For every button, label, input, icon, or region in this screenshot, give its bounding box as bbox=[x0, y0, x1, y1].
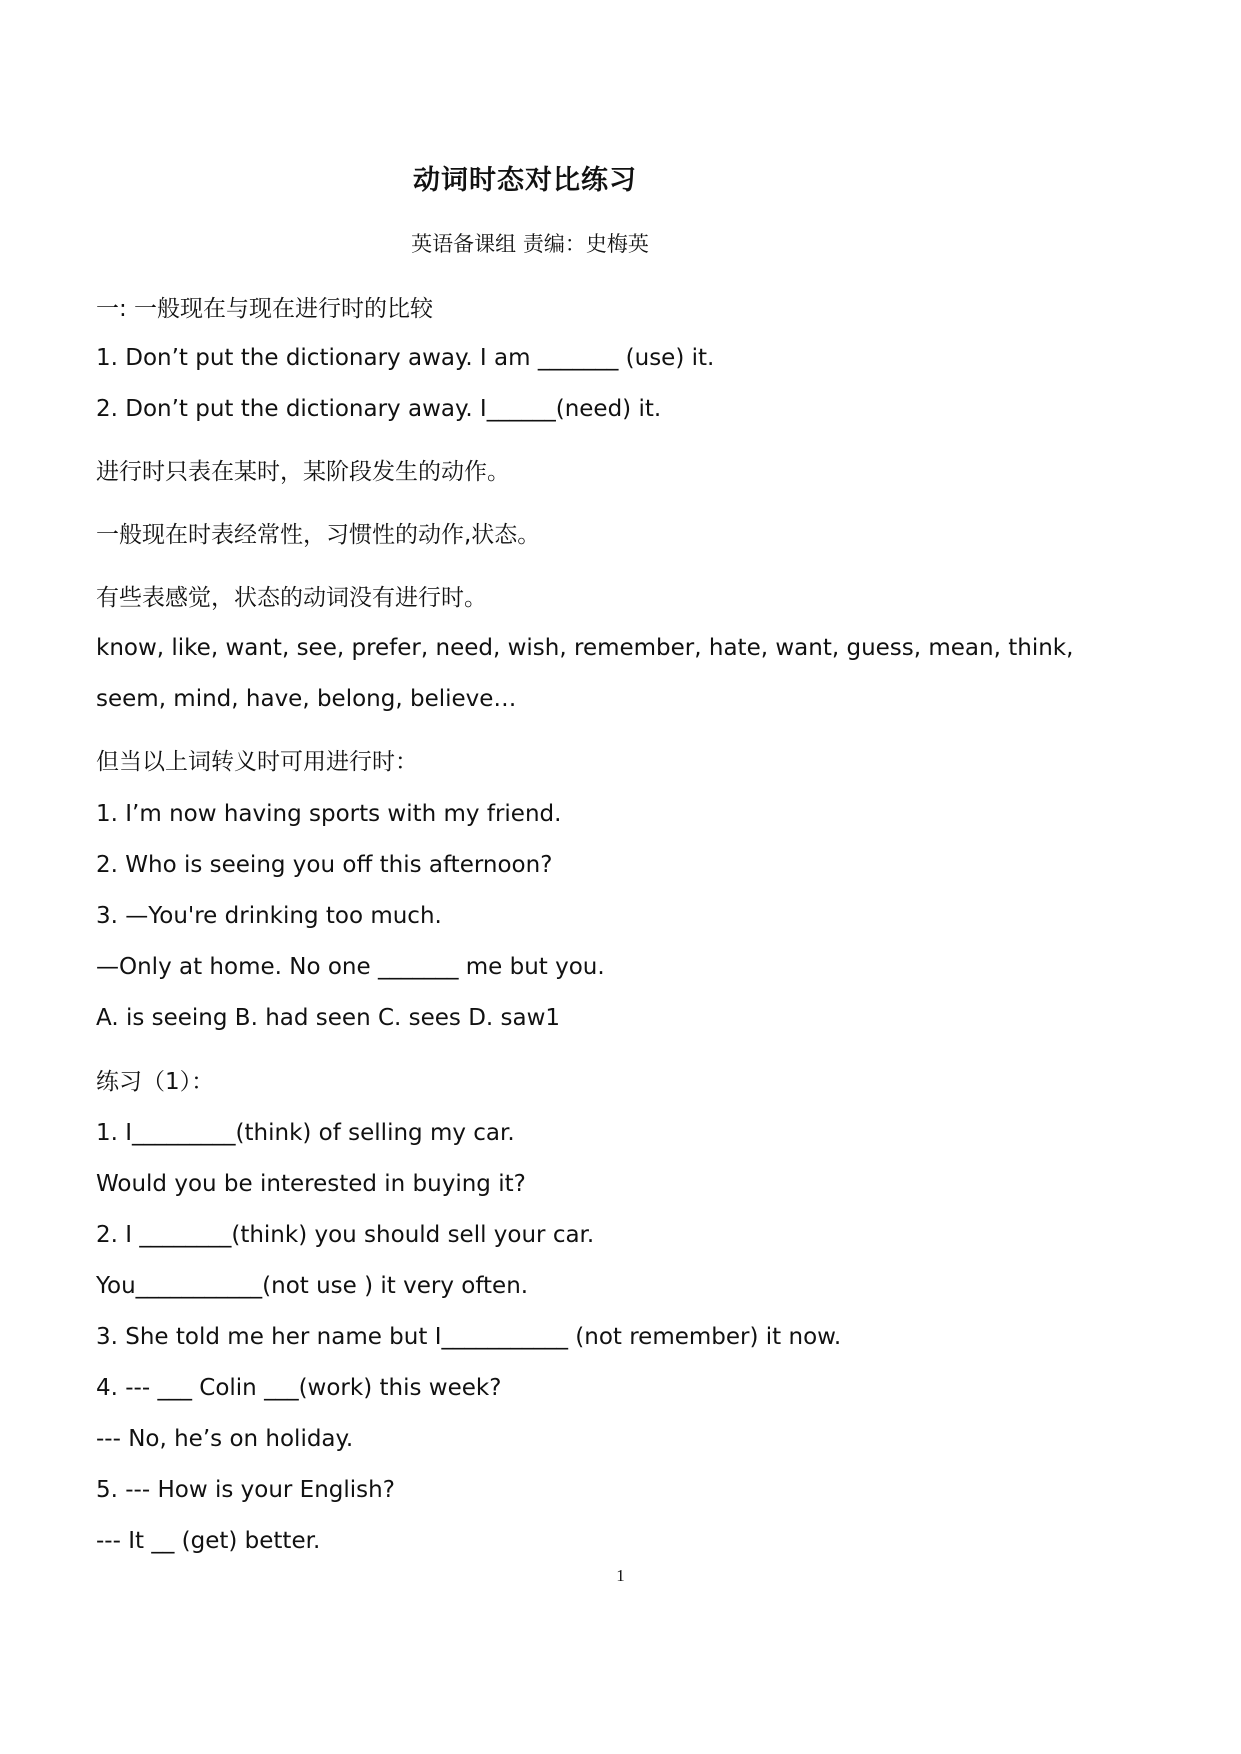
document-subtitle: 英语备课组 责编：史梅英 bbox=[411, 232, 649, 256]
exercise-line: 2. I ________(think) you should sell your car. bbox=[96, 1222, 595, 1248]
page-number: 1 bbox=[616, 1566, 625, 1585]
verb-list-line: know, like, want, see, prefer, need, wish, remember, hate, want, guess, mean, think, bbox=[96, 635, 1074, 661]
choice-line: A. is seeing B. had seen C. sees D. saw1 bbox=[96, 1005, 561, 1031]
document-title: 动词时态对比练习 bbox=[413, 165, 637, 196]
exercise-line: 5. --- How is your English? bbox=[96, 1477, 395, 1503]
example-line: 1. I’m now having sports with my friend. bbox=[96, 801, 562, 827]
exercise-line: 4. --- ___ Colin ___(work) this week? bbox=[96, 1375, 502, 1401]
exercise-line: --- No, he’s on holiday. bbox=[96, 1426, 354, 1452]
verb-list-line: seem, mind, have, belong, believe… bbox=[96, 686, 517, 712]
exercise-line: You___________(not use ) it very often. bbox=[96, 1273, 529, 1299]
section-heading: 一: 一般现在与现在进行时的比较 bbox=[96, 296, 434, 322]
exercise-line: 3. She told me her name but I___________ (not remember) it now. bbox=[96, 1324, 842, 1350]
example-line: 2. Don’t put the dictionary away. I______(need) it. bbox=[96, 396, 662, 422]
rule-line: 一般现在时表经常性，习惯性的动作,状态。 bbox=[96, 522, 541, 548]
exercise-line: 1. I_________(think) of selling my car. bbox=[96, 1120, 515, 1146]
example-line: 1. Don’t put the dictionary away. I am _______ (use) it. bbox=[96, 345, 715, 371]
example-line: 2. Who is seeing you off this afternoon? bbox=[96, 852, 553, 878]
exercise-heading: 练习（1）： bbox=[96, 1069, 215, 1095]
example-line: 3. —You're drinking too much. bbox=[96, 903, 442, 929]
rule-line: 进行时只表在某时，某阶段发生的动作。 bbox=[96, 459, 510, 485]
rule-line: 但当以上词转义时可用进行时： bbox=[96, 749, 418, 775]
exercise-line: Would you be interested in buying it? bbox=[96, 1171, 526, 1197]
exercise-line: --- It __ (get) better. bbox=[96, 1528, 321, 1554]
example-line: —Only at home. No one _______ me but you. bbox=[96, 954, 605, 980]
rule-line: 有些表感觉，状态的动词没有进行时。 bbox=[96, 585, 487, 611]
